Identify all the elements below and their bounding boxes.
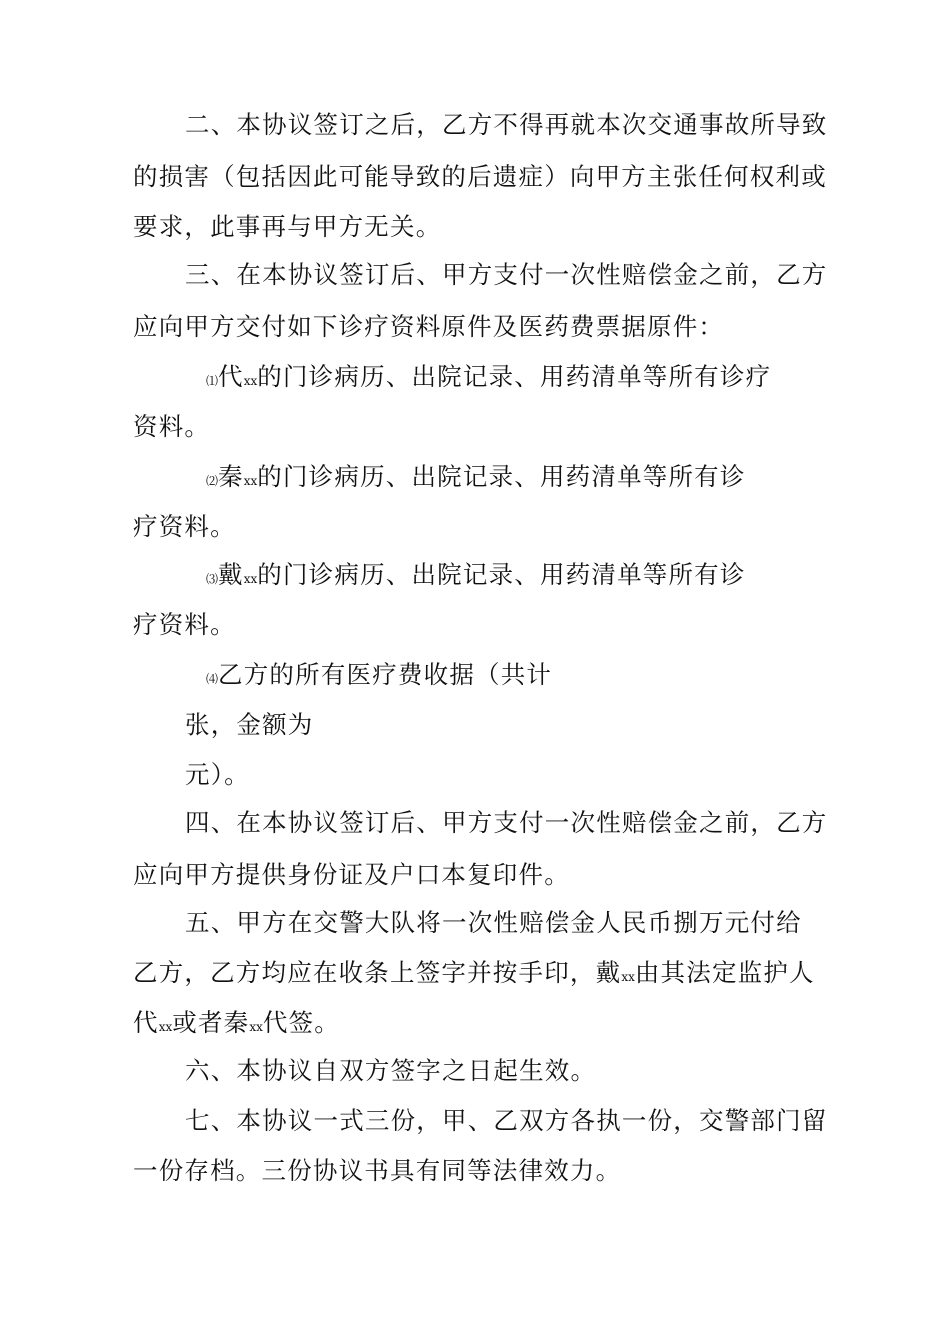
item-number: ⑶ xyxy=(206,572,219,586)
placeholder-xx: xx xyxy=(243,374,258,388)
item-number: ⑴ xyxy=(206,374,219,388)
placeholder-xx: xx xyxy=(249,1020,263,1034)
clause-4-line-1: 四、在本协议签订后、甲方支付一次性赔偿金之前，乙方 xyxy=(185,808,828,837)
item-number: ⑵ xyxy=(206,474,219,488)
item-number: ⑷ xyxy=(206,672,219,686)
item-2-line-2: 疗资料。 xyxy=(133,512,236,541)
item-3-line-2: 疗资料。 xyxy=(133,610,236,639)
clause-5-line-3: 代xx或者秦xx代签。 xyxy=(133,1008,341,1037)
clause-2-line-3: 要求，此事再与甲方无关。 xyxy=(133,212,442,241)
clause-2-line-2: 的损害（包括因此可能导致的后遗症）向甲方主张任何权利或 xyxy=(133,162,827,191)
clause-5-line-2: 乙方，乙方均应在收条上签字并按手印，戴xx由其法定监护人 xyxy=(133,958,815,987)
item-1-line-2: 资料。 xyxy=(133,412,211,441)
item-4-line-2: 张，金额为 xyxy=(185,710,314,739)
clause-4-line-2: 应向甲方提供身份证及户口本复印件。 xyxy=(133,860,570,889)
placeholder-xx: xx xyxy=(243,572,258,586)
clause-3-line-1: 三、在本协议签订后、甲方支付一次性赔偿金之前，乙方 xyxy=(185,260,828,289)
item-3-line-1: ⑶戴xx的门诊病历、出院记录、用药清单等所有诊 xyxy=(206,560,746,589)
clause-7-line-1: 七、本协议一式三份，甲、乙双方各执一份，交警部门留 xyxy=(185,1106,828,1135)
clause-3-line-2: 应向甲方交付如下诊疗资料原件及医药费票据原件： xyxy=(133,312,725,341)
placeholder-xx: xx xyxy=(621,970,635,984)
clause-2-line-1: 二、本协议签订之后，乙方不得再就本次交通事故所导致 xyxy=(185,110,828,139)
clause-6-line-1: 六、本协议自双方签字之日起生效。 xyxy=(185,1056,597,1085)
item-1-line-1: ⑴代xx的门诊病历、出院记录、用药清单等所有诊疗 xyxy=(206,362,772,391)
item-4-line-1: ⑷乙方的所有医疗费收据（共计 xyxy=(206,660,553,689)
placeholder-xx: xx xyxy=(158,1020,173,1034)
clause-5-line-1: 五、甲方在交警大队将一次性赔偿金人民币捌万元付给 xyxy=(185,908,802,937)
placeholder-xx: xx xyxy=(243,474,258,488)
item-4-line-3: 元）。 xyxy=(185,760,250,789)
item-2-line-1: ⑵秦xx的门诊病历、出院记录、用药清单等所有诊 xyxy=(206,462,746,491)
clause-7-line-2: 一份存档。三份协议书具有同等法律效力。 xyxy=(133,1156,622,1185)
